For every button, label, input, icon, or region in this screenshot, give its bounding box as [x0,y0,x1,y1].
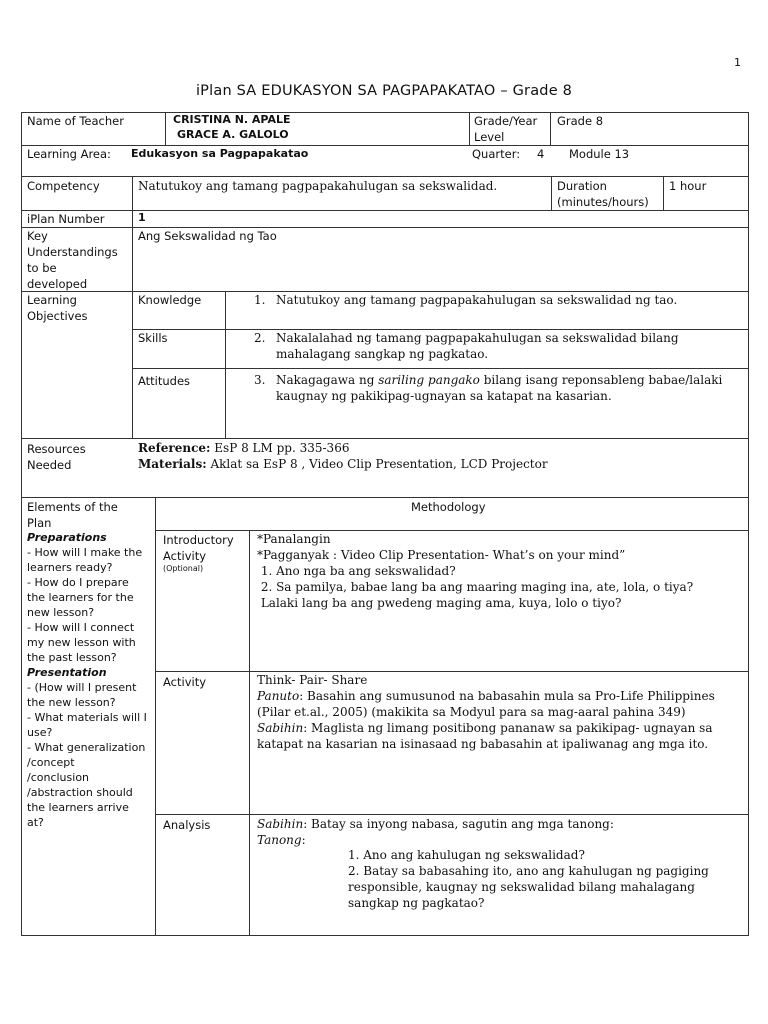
presentation-heading: Presentation [27,666,107,679]
preparations-line: the learners for the [27,591,134,604]
introductory-line: 2. Sa pamilya, babae lang ba ang maaring maging ina, ate, lola, o tiya? [257,580,694,594]
presentation-line: the new lesson? [27,696,116,709]
analysis-question-2-line-3: sangkap ng pagkatao? [348,896,485,910]
competency-label: Competency [27,179,100,193]
presentation-line: at? [27,816,44,829]
knowledge-text: Natutukoy ang tamang pagpapakahulugan sa sekswalidad ng tao. [276,293,678,307]
grade-label-2: Level [474,130,505,144]
iplan-number-value: 1 [138,211,146,224]
introductory-line: 1. Ano nga ba ang sekswalidad? [257,564,456,578]
presentation-line: - What generalization [27,741,146,754]
methodology-label: Methodology [411,500,486,514]
learning-objectives-label-2: Objectives [27,309,88,323]
teacher-name-2: GRACE A. GALOLO [177,128,289,141]
skills-number: 2. [254,331,266,345]
presentation-line: the learners arrive [27,801,129,814]
analysis-sabihin: Sabihin: Batay sa inyong nabasa, sagutin ang mga tanong: [257,817,614,831]
introductory-line: Lalaki lang ba ang pwedeng maging ama, kuya, lolo o tiyo? [257,596,622,610]
attitudes-number: 3. [254,373,266,387]
learning-area-label: Learning Area: [27,147,111,161]
preparations-line: - How will I connect [27,621,135,634]
elements-label-1: Elements of the [27,500,118,514]
key-understandings-label-4: developed [27,277,88,291]
key-understandings-label-3: to be [27,261,57,275]
analysis-tanong: Tanong: [257,833,306,847]
key-understandings-value: Ang Sekswalidad ng Tao [138,229,277,243]
iplan-number-label: iPlan Number [27,212,105,226]
presentation-line: use? [27,726,53,739]
grade-value: Grade 8 [557,114,604,128]
name-of-teacher-label: Name of Teacher [27,114,124,128]
resources-label-1: Resources [27,442,86,456]
attitudes-label: Attitudes [138,374,191,388]
preparations-line: - How do I prepare [27,576,129,589]
resources-label-2: Needed [27,458,72,472]
activity-panuto: Panuto: Basahin ang sumusunod na babasahin mula sa Pro-Life Philippines [257,689,715,703]
activity-line-5: katapat na kasarian na isinasaad ng babasahin at ipaliwanag ang mga ito. [257,737,709,751]
duration-label-1: Duration [557,179,607,193]
activity-sabihin: Sabihin: Maglista ng limang positibong pananaw sa pakikipag- ugnayan sa [257,721,713,735]
optional-label: (Optional) [163,564,204,573]
activity-line-1: Think- Pair- Share [257,673,368,687]
learning-area-value: Edukasyon sa Pagpapakatao [131,147,309,160]
introductory-line: *Panalangin [257,532,331,546]
quarter-value: 4 [537,147,545,161]
key-understandings-label-2: Understandings [27,245,118,259]
page-number: 1 [734,56,741,69]
presentation-line: /conclusion [27,771,90,784]
attitudes-text-1: Nakagagawa ng sariling pangako bilang isang reponsableng babae/lalaki [276,373,723,387]
attitudes-text-2: kaugnay ng pakikipag-ugnayan sa katapat na kasarian. [276,389,612,403]
introductory-label-1: Introductory [163,533,234,547]
preparations-line: - How will I make the [27,546,143,559]
analysis-question-2-line-2: responsible, kaugnay ng sekswalidad bilang mahalagang [348,880,695,894]
elements-label-2: Plan [27,516,52,530]
teacher-name-1: CRISTINA N. APALE [173,113,291,126]
key-understandings-label-1: Key [27,229,48,243]
knowledge-number: 1. [254,293,266,307]
quarter-label: Quarter: [472,147,521,161]
introductory-line: *Pagganyak : Video Clip Presentation- What’s on your mind” [257,548,626,562]
presentation-line: - (How will I present [27,681,137,694]
preparations-heading: Preparations [27,531,107,544]
introductory-label-2: Activity [163,549,207,563]
skills-text-2: mahalagang sangkap ng pagkatao. [276,347,489,361]
activity-label: Activity [163,675,207,689]
preparations-line: my new lesson with [27,636,136,649]
module-value: Module 13 [569,147,630,161]
preparations-line: learners ready? [27,561,113,574]
competency-value: Natutukoy ang tamang pagpapakahulugan sa sekswalidad. [138,179,498,193]
activity-line-3: (Pilar et.al., 2005) (makikita sa Modyul para sa mag-aaral pahina 349) [257,705,686,719]
presentation-line: - What materials will I [27,711,147,724]
document-title: iPlan SA EDUKASYON SA PAGPAPAKATAO – Grade 8 [195,83,573,99]
skills-text-1: Nakalalahad ng tamang pagpapakahulugan sa sekswalidad bilang [276,331,679,345]
preparations-line: new lesson? [27,606,95,619]
duration-value: 1 hour [669,179,707,193]
analysis-question-2-line-1: 2. Batay sa babasahing ito, ano ang kahulugan ng pagiging [348,864,709,878]
knowledge-label: Knowledge [138,293,202,307]
duration-label-2: (minutes/hours) [557,195,649,209]
learning-objectives-label-1: Learning [27,293,77,307]
presentation-line: /abstraction should [27,786,133,799]
preparations-line: the past lesson? [27,651,117,664]
reference-line: Reference: EsP 8 LM pp. 335-366 [138,441,350,455]
analysis-question-1: 1. Ano ang kahulugan ng sekswalidad? [348,848,585,862]
grade-label-1: Grade/Year [474,114,538,128]
materials-line: Materials: Aklat sa EsP 8 , Video Clip Presentation, LCD Projector [138,457,548,471]
skills-label: Skills [138,331,168,345]
analysis-label: Analysis [163,818,211,832]
presentation-line: /concept [27,756,75,769]
